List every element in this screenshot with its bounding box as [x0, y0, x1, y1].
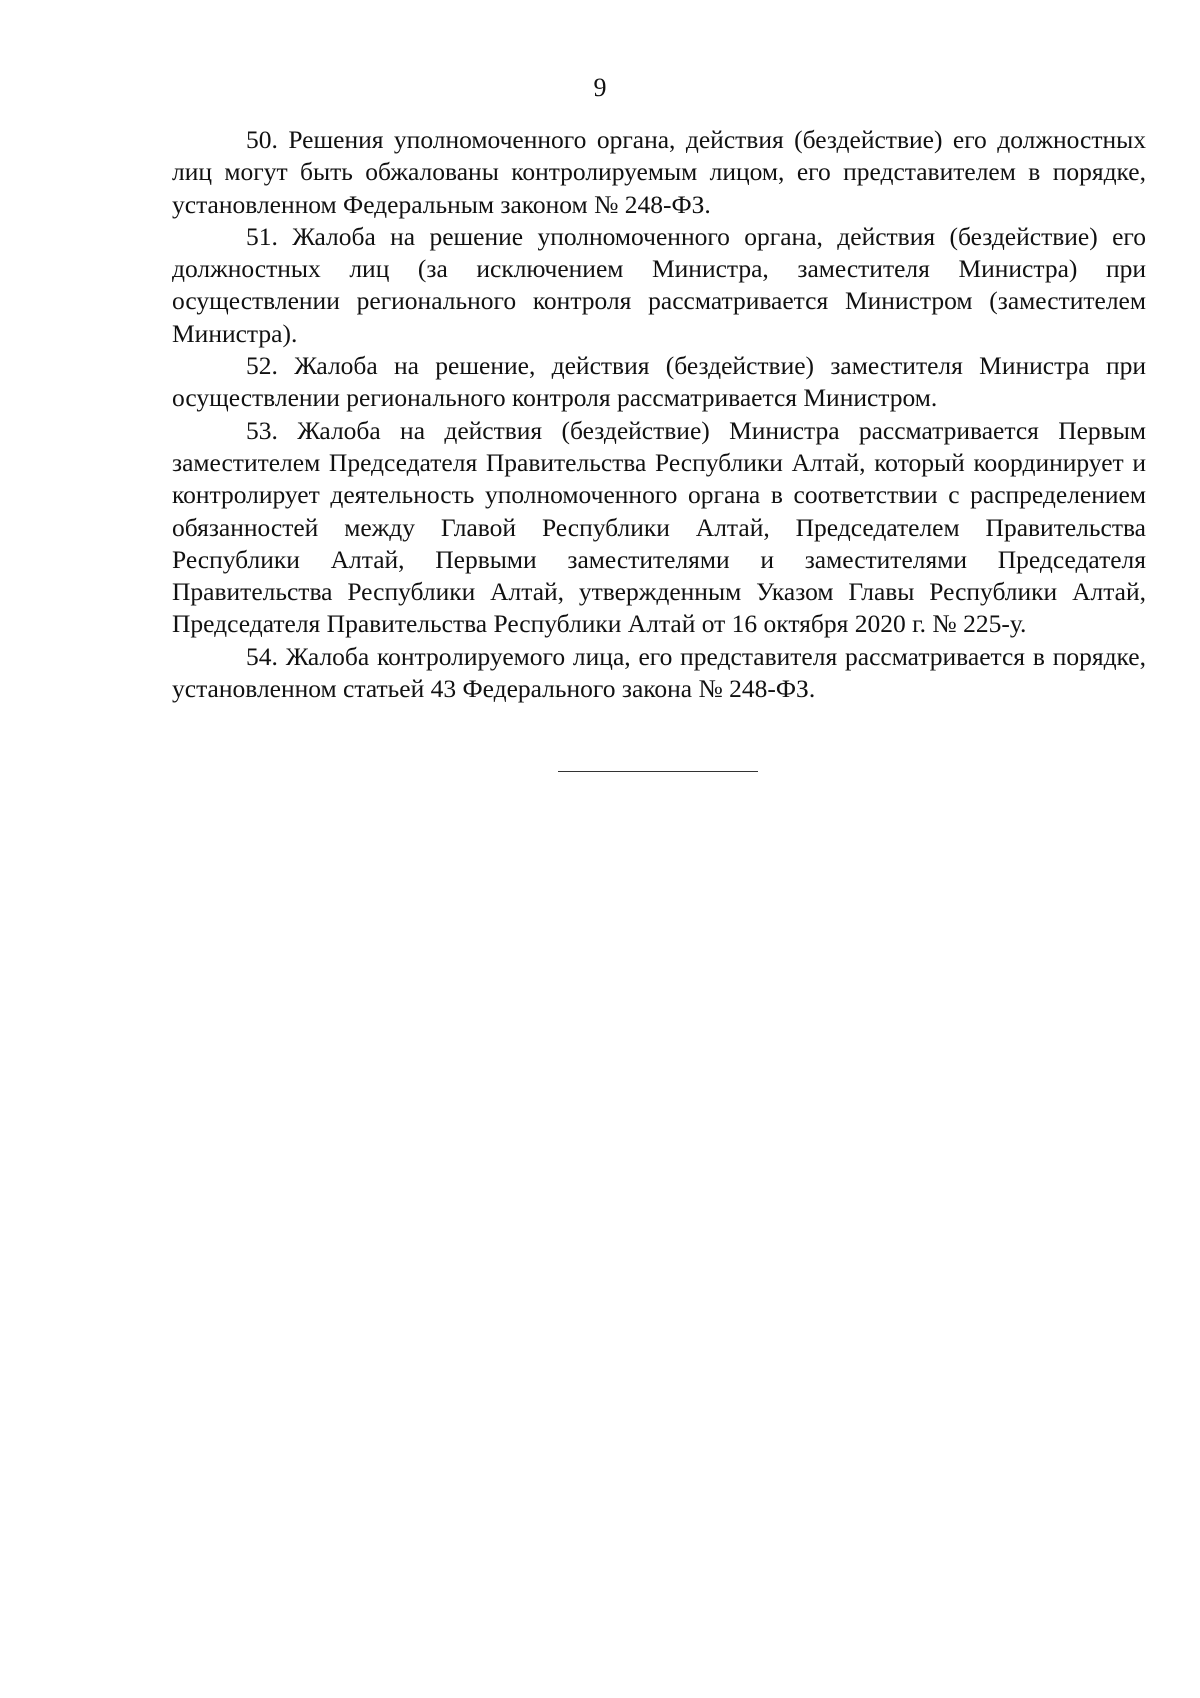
page-number: 9 — [593, 73, 607, 102]
paragraph-54: 54. Жалоба контролируемого лица, его представителя рассматривается в порядке, установленном статьей 43 Федерального закона № 248-ФЗ. — [172, 641, 1146, 704]
paragraph-51: 51. Жалоба на решение уполномоченного органа, действия (бездействие) его должностных лиц (за исключением Министра, заместителя Министра) при осуществлении регионального контроля рассматривается Министром (заместителем Министра). — [172, 221, 1146, 348]
paragraph-52: 52. Жалоба на решение, действия (бездействие) заместителя Министра при осуществлении регионального контроля рассматривается Министром. — [172, 351, 1146, 413]
end-of-text-divider — [558, 771, 758, 772]
document-body — [172, 124, 1146, 705]
paragraph-50: 50. Решения уполномоченного органа, действия (бездействие) его должностных лиц могут быть обжалованы контролируемым лицом, его представителем в порядке, установленном Федеральным законом № 248-ФЗ. — [172, 125, 1146, 219]
paragraph-53: 53. Жалоба на действия (бездействие) Министра рассматривается Первым заместителем Председателя Правительства Республики Алтай, который координирует и контролирует деятельность уполномоченного органа в соответствии с распределением обязанностей между Главой Республики Алтай, Председателем Правительства Республики Алтай, Первыми заместителями и заместителями Председателя Правительства Республики Алтай, утвержденным Указом Главы Республики Алтай, Председателя Правительства Республики Алтай от 16 октября 2020 г. № 225-у. — [172, 415, 1146, 639]
